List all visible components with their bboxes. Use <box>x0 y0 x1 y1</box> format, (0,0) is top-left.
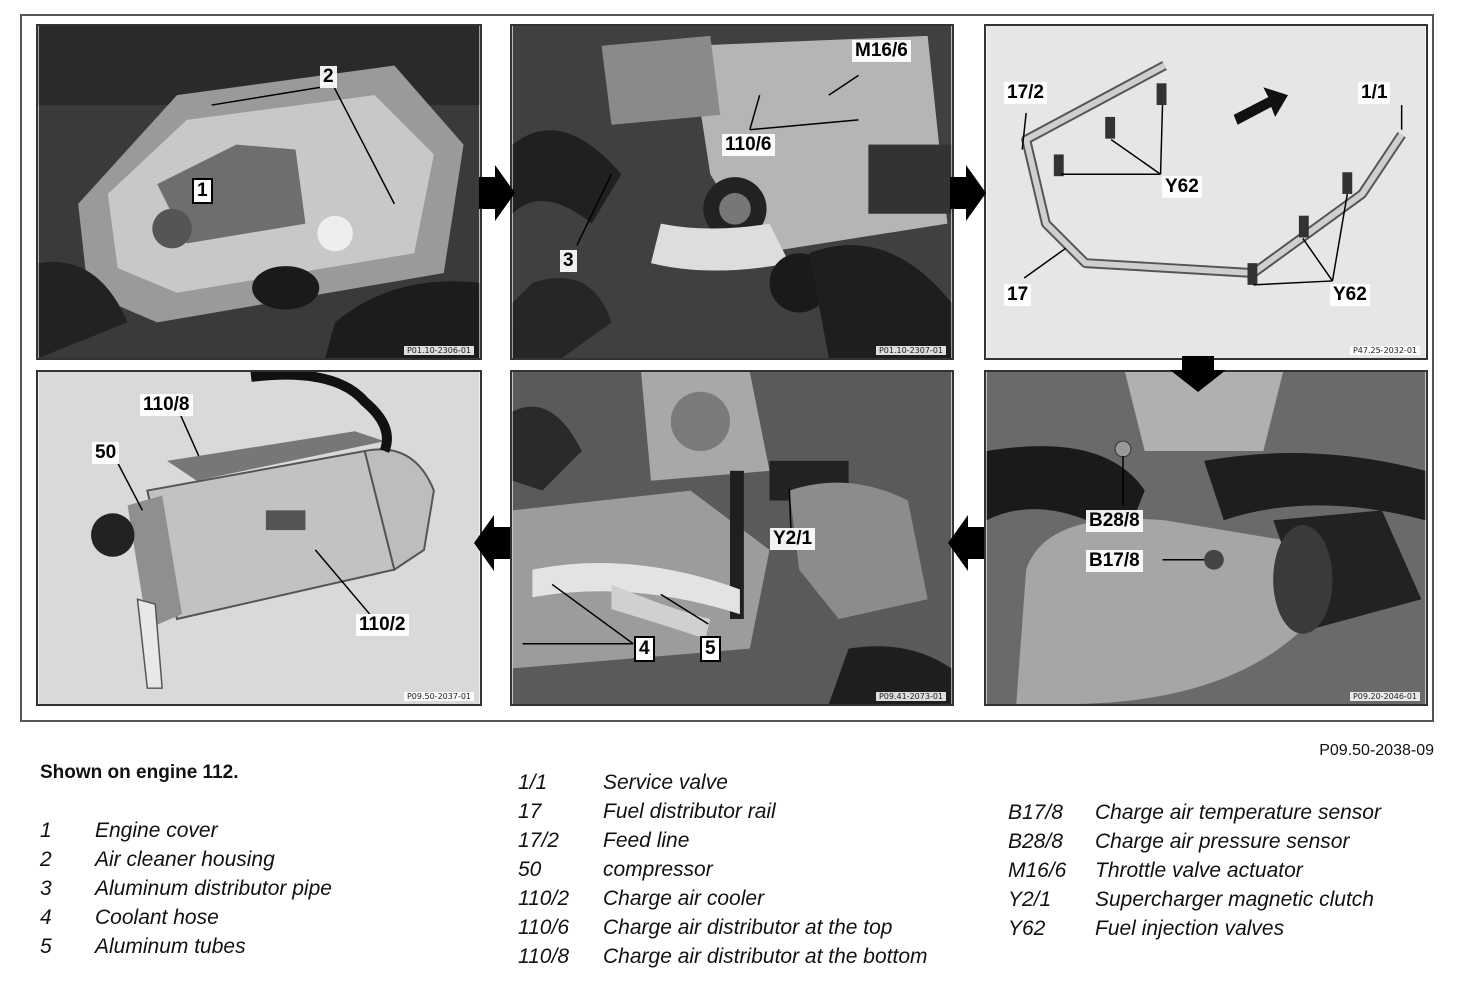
legend-item <box>518 768 928 797</box>
distributor-photo <box>512 26 952 358</box>
panel-code: P09.41-2073-01 <box>876 692 946 701</box>
legend-key: 110/8 <box>518 944 569 968</box>
callout-b28-8: B28/8 <box>1086 510 1143 532</box>
legend-item <box>1008 914 1381 943</box>
callout-110-8: 110/8 <box>140 394 193 416</box>
panel-fuel-rail <box>984 24 1428 360</box>
legend-text: Fuel distributor rail <box>603 799 776 823</box>
legend-item <box>40 845 332 874</box>
legend-item <box>1008 798 1381 827</box>
legend-text: Charge air cooler <box>603 886 765 910</box>
panel-code: P47.25-2032-01 <box>1350 346 1420 355</box>
legend-text: Charge air pressure sensor <box>1095 829 1350 853</box>
panel-code: P09.20-2046-01 <box>1350 692 1420 701</box>
callout-3: 3 <box>560 250 577 272</box>
legend-key: M16/6 <box>1008 858 1067 882</box>
panel-distributor <box>510 24 954 360</box>
legend-key: B28/8 <box>1008 829 1063 853</box>
callout-1: 1 <box>192 178 213 204</box>
callout-1-1: 1/1 <box>1358 82 1390 104</box>
arrow-left-icon <box>948 515 984 571</box>
legend-column-2 <box>518 768 928 971</box>
legend-key: 110/6 <box>518 915 569 939</box>
legend-text: Engine cover <box>95 818 218 842</box>
legend-item <box>40 816 332 845</box>
legend-item <box>518 942 928 971</box>
callout-110-6: 110/6 <box>722 134 775 156</box>
callout-4: 4 <box>634 636 655 662</box>
legend-item <box>518 913 928 942</box>
legend-key: 17/2 <box>518 828 559 852</box>
legend-text: Charge air distributor at the bottom <box>603 944 928 968</box>
legend-text: Feed line <box>603 828 690 852</box>
legend-key: 1 <box>40 818 52 842</box>
legend-item <box>1008 827 1381 856</box>
callout-5: 5 <box>700 636 721 662</box>
panel-sensors <box>984 370 1428 706</box>
legend-item <box>1008 856 1381 885</box>
callout-y62-lower: Y62 <box>1330 284 1370 306</box>
legend-text: Coolant hose <box>95 905 219 929</box>
arrow-right-icon <box>479 165 515 221</box>
caption: Shown on engine 112. <box>40 762 239 783</box>
legend-item <box>40 932 332 961</box>
legend-text: Throttle valve actuator <box>1095 858 1303 882</box>
legend-key: 110/2 <box>518 886 569 910</box>
legend-item <box>40 874 332 903</box>
legend-key: 5 <box>40 934 52 958</box>
fuel-rail-drawing <box>986 26 1426 358</box>
panel-code: P09.50-2037-01 <box>404 692 474 701</box>
charge-air-cooler-photo <box>38 372 480 704</box>
legend-text: Charge air temperature sensor <box>1095 800 1381 824</box>
legend-column-1 <box>40 816 332 961</box>
legend-key: 50 <box>518 857 542 881</box>
legend-key: 4 <box>40 905 52 929</box>
legend-key: 3 <box>40 876 52 900</box>
legend-text: Service valve <box>603 770 728 794</box>
legend-text: Aluminum distributor pipe <box>95 876 332 900</box>
callout-m16-6: M16/6 <box>852 40 911 62</box>
legend-item <box>518 884 928 913</box>
supercharger-photo <box>512 372 952 704</box>
panel-charge-air-cooler <box>36 370 482 706</box>
callout-110-2: 110/2 <box>356 614 409 636</box>
legend-key: Y62 <box>1008 916 1046 940</box>
panel-code: P01.10-2307-01 <box>876 346 946 355</box>
legend-key: 2 <box>40 847 52 871</box>
legend-column-3 <box>1008 798 1381 943</box>
legend-key: 1/1 <box>518 770 548 794</box>
legend-text: Charge air distributor at the top <box>603 915 893 939</box>
callout-17: 17 <box>1004 284 1031 306</box>
legend-item <box>518 855 928 884</box>
legend-key: 17 <box>518 799 542 823</box>
legend-text: Aluminum tubes <box>95 934 246 958</box>
arrow-right-icon <box>950 165 986 221</box>
sensors-photo <box>986 372 1426 704</box>
legend-key: Y2/1 <box>1008 887 1052 911</box>
callout-17-2: 17/2 <box>1004 82 1047 104</box>
panel-supercharger <box>510 370 954 706</box>
legend-text: Air cleaner housing <box>95 847 275 871</box>
callout-y62-upper: Y62 <box>1162 176 1202 198</box>
legend-item <box>518 826 928 855</box>
legend-item <box>1008 885 1381 914</box>
figure-code: P09.50-2038-09 <box>1319 742 1434 759</box>
legend-text: Supercharger magnetic clutch <box>1095 887 1374 911</box>
legend-item <box>40 903 332 932</box>
panel-code: P01.10-2306-01 <box>404 346 474 355</box>
callout-y2-1: Y2/1 <box>770 528 815 550</box>
engine-cover-photo <box>38 26 480 358</box>
legend-item <box>518 797 928 826</box>
legend-key: B17/8 <box>1008 800 1063 824</box>
arrow-down-icon <box>1170 356 1226 392</box>
panel-engine-cover <box>36 24 482 360</box>
legend-text: compressor <box>603 857 713 881</box>
callout-b17-8: B17/8 <box>1086 550 1143 572</box>
callout-2: 2 <box>320 66 337 88</box>
callout-50: 50 <box>92 442 119 464</box>
arrow-left-icon <box>474 515 510 571</box>
legend-text: Fuel injection valves <box>1095 916 1285 940</box>
